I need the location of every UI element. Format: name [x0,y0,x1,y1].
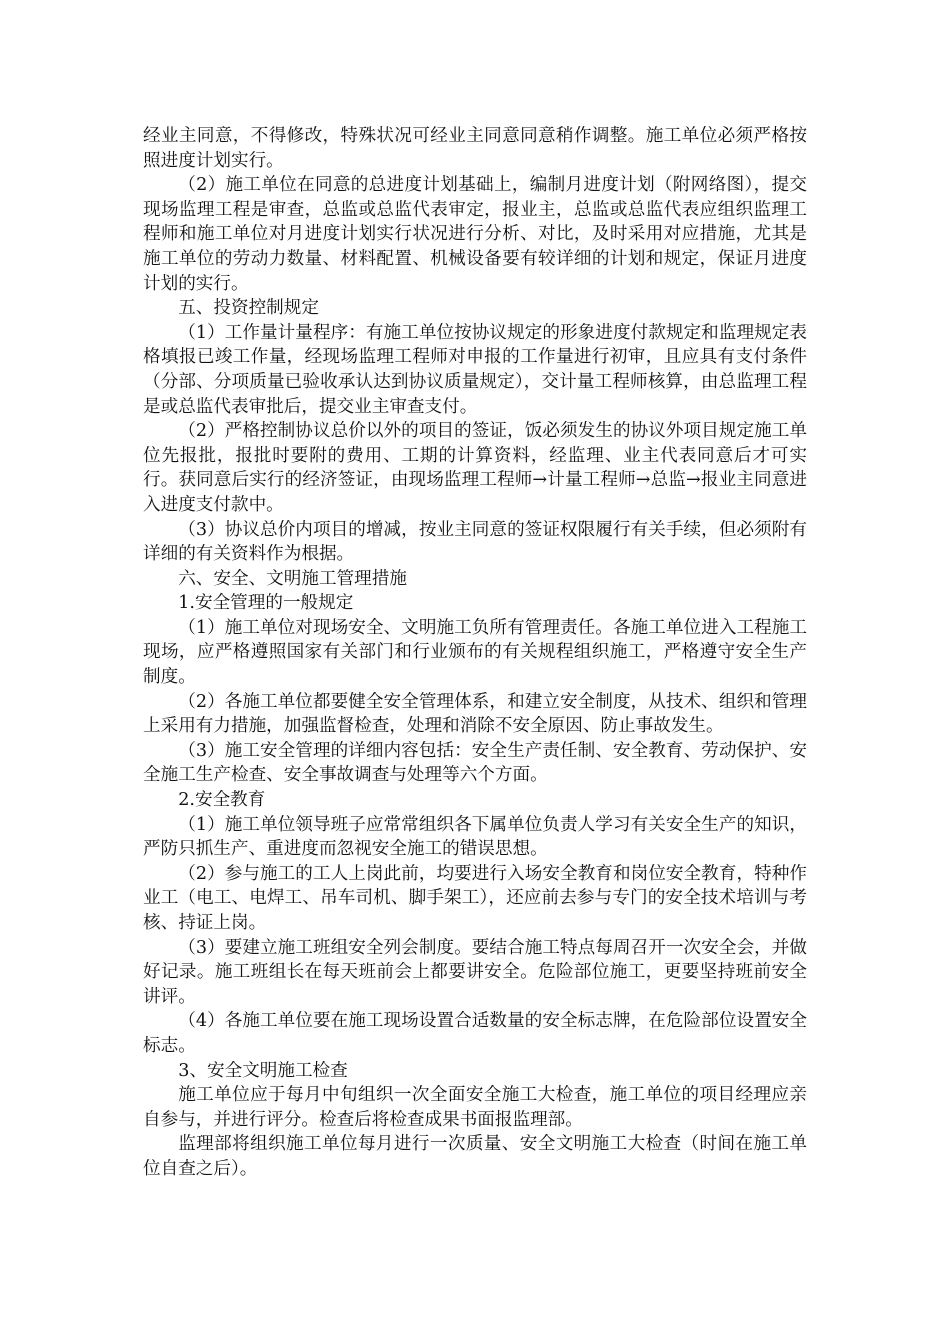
subsection-heading-inspection: 3、安全文明施工检查 [178,1060,348,1081]
paragraph-supervision-inspection: 监理部将组织施工单位每月进行一次质量、安全文明施工大检查（时间在施工单位自查之后）。 [143,1134,807,1179]
paragraph-team-meetings: （3）要建立施工班组安全列会制度。要结合施工特点每周召开一次安全会，并做好记录。施工班组长在每天班前会上都要讲安全。危险部位施工，更要坚持班前安全讲评。 [143,937,807,1007]
subsection-heading-general: 1.安全管理的一般规定 [178,593,354,614]
paragraph-monthly-inspection: 施工单位应于每月中旬组织一次全面安全施工大检查，施工单位的项目经理应亲自参与，并进行评分。检查后将检查成果书面报监理部。 [143,1085,807,1130]
paragraph-leadership-study: （1）施工单位领导班子应常常组织各下属单位负责人学习有关安全生产的知识，严防只抓生产、重进度而忽视安全施工的错误思想。 [143,814,807,860]
paragraph-measurement: （1）工作量计量程序：有施工单位按协议规定的形象进度付款规定和监理规定表格填报已竣工作量，经现场监理工程师对申报的工作量进行初审，且应具有支付条件（分部、分项质量已验收承认达到协议质量规定），交计量工程师核算，由总监理工程是或总监代表审批后，提交业主审查支付。 [143,322,807,417]
paragraph-safety-signs: （4）各施工单位要在施工现场设置合适数量的安全标志牌，在危险部位设置安全标志。 [143,1011,807,1056]
paragraph-visa-control: （2）严格控制协议总价以外的项目的签证，饭必须发生的协议外项目规定施工单位先报批，报批时要附的费用、工期的计算资料，经监理、业主代表同意后才可实行。获同意后实行的经济签证，由现场监理工程师→计量工程师→总监→报业主同意进入进度支付款中。 [143,421,807,515]
subsection-heading-education: 2.安全教育 [178,790,266,811]
paragraph-safety-system: （2）各施工单位都要健全安全管理体系，和建立安全制度，从技术、组织和管理上采用有力措施，加强监督检查，处理和消除不安全原因、防止事故发生。 [143,691,807,737]
document-body [143,124,807,1182]
paragraph-worker-training: （2）参与施工的工人上岗此前，均要进行入场安全教育和岗位安全教育，特种作业工（电工、电焊工、吊车司机、脚手架工），还应前去参与专门的安全技术培训与考核、持证上岗。 [143,863,807,933]
paragraph-continuation: 经业主同意，不得修改，特殊状况可经业主同意同意稍作调整。施工单位必须严格按照进度计划实行。 [143,126,807,171]
paragraph-safety-responsibility: （1）施工单位对现场安全、文明施工负所有管理责任。各施工单位进入工程施工现场，应严格遵照国家有关部门和行业颁布的有关规程组织施工，严格遵守安全生产制度。 [143,617,807,688]
paragraph-contract-changes: （3）协议总价内项目的增减，按业主同意的签证权限履行有关手续，但必须附有详细的有关资料作为根据。 [143,519,807,565]
section-heading-investment: 五、投资控制规定 [178,298,319,319]
paragraph-progress-plan: （2）施工单位在同意的总进度计划基础上，编制月进度计划（附网络图），提交现场监理工程是审查，总监或总监代表审定，报业主，总监或总监代表应组织监理工程师和施工单位对月进度计划实行状况进行分析、对比，及时采用对应措施，尤其是施工单位的劳动力数量、材料配置、机械设备要有较详细的计划和规定，保证月进度计划的实行。 [143,175,807,294]
paragraph-safety-content: （3）施工安全管理的详细内容包括：安全生产责任制、安全教育、劳动保护、安全施工生产检查、安全事故调查与处理等六个方面。 [143,740,807,786]
section-heading-safety: 六、安全、文明施工管理措施 [178,568,407,589]
